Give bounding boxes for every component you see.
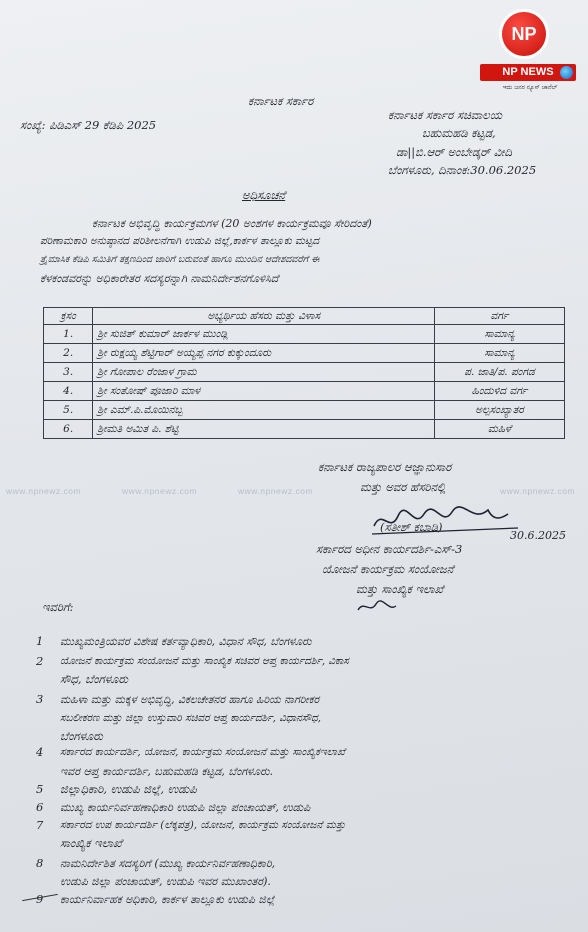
watermark: www.npnewz.com bbox=[6, 486, 82, 496]
logo-badge bbox=[502, 12, 546, 56]
row-serial: 3. bbox=[44, 363, 93, 382]
recipient-number: 4 bbox=[36, 745, 44, 759]
recipient-number: 6 bbox=[36, 800, 44, 814]
watermark: www.npnewz.com bbox=[122, 486, 198, 496]
row-category: ಸಾಮಾನ್ಯ bbox=[434, 325, 564, 344]
logo-tagline: ಇದು ಜನರ ನ್ಯೂಸ್ ಚಾನೆಲ್ bbox=[502, 84, 558, 91]
recipient-line: ಮುಖ್ಯ ಕಾರ್ಯನಿರ್ವಹಣಾಧಿಕಾರಿ ಉಡುಪಿ ಜಿಲ್ಲಾ ಪಂಚಾಯತ್, ಉಡುಪಿ bbox=[60, 801, 311, 814]
recipient-line: ಸಬಲೀಕರಣ ಮತ್ತು ಜಿಲ್ಲಾ ಉಸ್ತುವಾರಿ ಸಚಿವರ ಆಪ್ತ ಕಾರ್ಯದರ್ಶಿ, ವಿಧಾನಸೌಧ, bbox=[60, 712, 322, 724]
header-serial: ಕ್ರಸಂ bbox=[44, 308, 93, 325]
recipient-number: 3 bbox=[36, 692, 44, 706]
row-category: ಮಹಿಳೆ bbox=[434, 420, 564, 439]
recipient-number: 9 bbox=[36, 892, 44, 906]
table-row bbox=[44, 363, 565, 382]
row-category: ಹಿಂದುಳಿದ ವರ್ಗ bbox=[434, 382, 564, 401]
row-category: ಅಲ್ಪಸಂಖ್ಯಾತರ bbox=[434, 401, 564, 420]
recipient-line: ಸರ್ಕಾರದ ಕಾರ್ಯದರ್ಶಿ, ಯೋಜನೆ, ಕಾರ್ಯಕ್ರಮ ಸಂಯೋಜನೆ ಮತ್ತು ಸಾಂಖ್ಯಿಕಇಲಾಖೆ bbox=[60, 746, 346, 758]
recipient-line: ನಾಮನಿರ್ದೇಶಿತ ಸದಸ್ಯರಿಗೆ (ಮುಖ್ಯ ಕಾರ್ಯನಿರ್ವಹಣಾಧಿಕಾರಿ, bbox=[60, 857, 276, 870]
recipients-heading: ಇವರಿಗೆ: bbox=[42, 600, 74, 614]
government-title: ಕರ್ನಾಟಕ ಸರ್ಕಾರ bbox=[248, 94, 314, 108]
recipient-line: ಉಡುಪಿ ಜಿಲ್ಲಾ ಪಂಚಾಯತ್, ಉಡುಪಿ ಇವರ ಮುಖಾಂತರ). bbox=[60, 875, 271, 888]
recipient-line: ಇವರ ಆಪ್ತ ಕಾರ್ಯದರ್ಶಿ, ಬಹುಮಹಡಿ ಕಟ್ಟಡ, ಬೆಂಗಳೂರು. bbox=[60, 765, 273, 778]
recipient-number: 1 bbox=[36, 634, 44, 648]
table-row bbox=[44, 325, 565, 344]
reference-number: ಸಂಖ್ಯೆ: ಪಿಡಿಎಸ್ 29 ಕೆಡಿಪಿ 2025 bbox=[20, 118, 157, 132]
recipient-number: 5 bbox=[36, 782, 44, 796]
row-serial: 6. bbox=[44, 420, 93, 439]
row-category: ಪ. ಜಾತಿ/ಪ. ಪಂಗಡ bbox=[434, 363, 564, 382]
recipient-line: ಮುಖ್ಯಮಂತ್ರಿಯವರ ವಿಶೇಷ ಕರ್ತವ್ಯಾಧಿಕಾರಿ, ವಿಧಾನ ಸೌಧ, ಬೆಂಗಳೂರು bbox=[60, 635, 312, 648]
designation-line-2: ಯೋಜನೆ ಕಾರ್ಯಕ್ರಮ ಸಂಯೋಜನೆ bbox=[322, 562, 454, 576]
issue-date: ಬೆಂಗಳೂರು, ದಿನಾಂಕ:30.06.2025 bbox=[388, 163, 537, 177]
row-name: ಶ್ರೀ ಎಮ್.ಪಿ.ಮೊಯಿನಬ್ಬ bbox=[93, 401, 435, 420]
recipient-line: ಬೆಂಗಳೂರು bbox=[60, 729, 103, 743]
watermark: www.npnewz.com bbox=[500, 486, 576, 496]
watermark: www.npnewz.com bbox=[238, 486, 314, 496]
notification-line-2: ಪರಿಣಾಮಕಾರಿ ಅನುಷ್ಠಾನದ ಪರಿಶೀಲನೆಗಾಗಿ ಉಡುಪಿ ಜಿಲ್ಲೆ,ಕಾರ್ಕಳ ತಾಲ್ಲೂಕು ಮಟ್ಟದ bbox=[40, 235, 320, 247]
np-news-logo bbox=[476, 8, 584, 100]
signatory-name: (ಸತೀಶ್ ಕಬಾಡಿ) bbox=[380, 520, 443, 534]
order-line-1: ಕರ್ನಾಟಕ ರಾಜ್ಯಪಾಲರ ಆಜ್ಞಾನುಸಾರ bbox=[318, 460, 452, 474]
table-row bbox=[44, 382, 565, 401]
notification-heading: ಅಧಿಸೂಚನೆ bbox=[242, 188, 286, 202]
row-serial: 4. bbox=[44, 382, 93, 401]
row-name: ಶ್ರೀ ಸುಜಿತ್ ಕುಮಾರ್ ಜಾರ್ಕಳ ಮುಂಡ್ಲಿ bbox=[93, 325, 435, 344]
members-table bbox=[43, 307, 565, 439]
order-line-2: ಮತ್ತು ಅವರ ಹೆಸರಿನಲ್ಲಿ bbox=[360, 480, 446, 494]
row-name: ಶ್ರೀ ಸಂತೋಷ್ ಪೂಜಾರಿ ಮಾಳ bbox=[93, 382, 435, 401]
recipient-number: 2 bbox=[36, 654, 44, 668]
recipient-line: ಮಹಿಳಾ ಮತ್ತು ಮಕ್ಕಳ ಅಭಿವೃದ್ಧಿ, ವಿಕಲಚೇತನರ ಹಾಗೂ ಹಿರಿಯ ನಾಗರೀಕರ bbox=[60, 693, 320, 706]
recipient-line: ಕಾರ್ಯನಿರ್ವಾಹಕ ಅಧಿಕಾರಿ, ಕಾರ್ಕಳ ತಾಲ್ಲೂಕು ಉಡುಪಿ ಜಿಲ್ಲೆ bbox=[60, 893, 275, 906]
recipient-number: 8 bbox=[36, 856, 44, 870]
recipient-line: ಜಿಲ್ಲಾಧಿಕಾರಿ, ಉಡುಪಿ ಜಿಲ್ಲೆ, ಉಡುಪಿ bbox=[60, 782, 197, 796]
table-header-row bbox=[44, 308, 565, 325]
row-serial: 5. bbox=[44, 401, 93, 420]
office-line-1: ಕರ್ನಾಟಕ ಸರ್ಕಾರ ಸಚಿವಾಲಯ bbox=[388, 108, 503, 122]
notification-line-4: ಕೆಳಕಂಡವರನ್ನು ಅಧಿಕಾರೇತರ ಸದಸ್ಯರನ್ನಾಗಿ ನಾಮನಿರ್ದೇಶನಗೊಳಿಸಿದೆ bbox=[40, 272, 279, 285]
table-row bbox=[44, 420, 565, 439]
recipient-line: ಸೌಧ, ಬೆಂಗಳೂರು bbox=[60, 672, 129, 686]
row-category: ಸಾಮಾನ್ಯ bbox=[434, 344, 564, 363]
office-line-2: ಬಹುಮಹಡಿ ಕಟ್ಟಡ, bbox=[422, 126, 496, 140]
table-row bbox=[44, 344, 565, 363]
initials-scrawl bbox=[356, 598, 400, 616]
row-name: ಶ್ರೀ ಗೋಪಾಲ ರೆಂಜಾಳ ಗ್ರಾಮ bbox=[93, 363, 435, 382]
row-name: ಶ್ರೀಮತಿ ಅಮಿತ ಪಿ. ಶೆಟ್ಟಿ bbox=[93, 420, 435, 439]
header-name-address: ಅಭ್ಯರ್ಥಿಯ ಹೆಸರು ಮತ್ತು ವಿಳಾಸ bbox=[93, 308, 435, 325]
signature-date: 30.6.2025 bbox=[510, 529, 566, 542]
office-line-3: ಡಾ||ಬಿ.ಆರ್ ಅಂಬೇಡ್ಕರ್ ವೀದಿ bbox=[396, 145, 512, 159]
logo-name: NP NEWS bbox=[480, 64, 576, 81]
designation-line-3: ಮತ್ತು ಸಾಂಖ್ಯಿಕ ಇಲಾಖೆ bbox=[356, 582, 444, 596]
row-name: ಶ್ರೀ ರುಕ್ಷಯ್ಯ ಶೆಟ್ಟಿಗಾರ್ ಅಯ್ಯಪ್ಪ ನಗರ ಕುಕ್ಕುಂದೂರು bbox=[93, 344, 435, 363]
recipient-line: ಸರ್ಕಾರದ ಉಪ ಕಾರ್ಯದರ್ಶಿ (ಲೆಕ್ಕಪತ್ರ), ಯೋಜನೆ, ಕಾರ್ಯಕ್ರಮ ಸಂಯೋಜನೆ ಮತ್ತು bbox=[60, 819, 346, 831]
notification-line-1: ಕರ್ನಾಟಕ ಅಭಿವೃದ್ಧಿ ಕಾರ್ಯಕ್ರಮಗಳ (20 ಅಂಶಗಳ ಕಾರ್ಯಕ್ರಮವೂ ಸೇರಿದಂತೆ) bbox=[92, 217, 372, 230]
recipient-number: 7 bbox=[36, 818, 44, 832]
header-category: ವರ್ಗ bbox=[434, 308, 564, 325]
logo-initials: NP bbox=[511, 24, 537, 44]
table-row bbox=[44, 401, 565, 420]
designation-line-1: ಸರ್ಕಾರದ ಅಧೀನ ಕಾರ್ಯದರ್ಶಿ-ಎಸ್-3 bbox=[316, 542, 463, 556]
recipient-line: ಸಾಂಖ್ಯಿಕ ಇಲಾಖೆ bbox=[60, 836, 122, 850]
recipient-line: ಯೋಜನೆ ಕಾರ್ಯಕ್ರಮ ಸಂಯೋಜನೆ ಮತ್ತು ಸಾಂಖ್ಯಿಕ ಸಚಿವರ ಆಪ್ತ ಕಾರ್ಯದರ್ಶಿ, ವಿಕಾಸ bbox=[60, 655, 349, 667]
notification-line-3: ತ್ರೈಮಾಸಿಕ ಕೆಡಿಪಿ ಸಮಿತಿಗೆ ತಕ್ಷಣದಿಂದ ಜಾರಿಗೆ ಬರುವಂತೆ ಹಾಗೂ ಮುಂದಿನ ಆದೇಶದವರೆಗೆ ಈ bbox=[40, 254, 320, 265]
row-serial: 1. bbox=[44, 325, 93, 344]
globe-icon bbox=[560, 66, 573, 79]
row-serial: 2. bbox=[44, 344, 93, 363]
